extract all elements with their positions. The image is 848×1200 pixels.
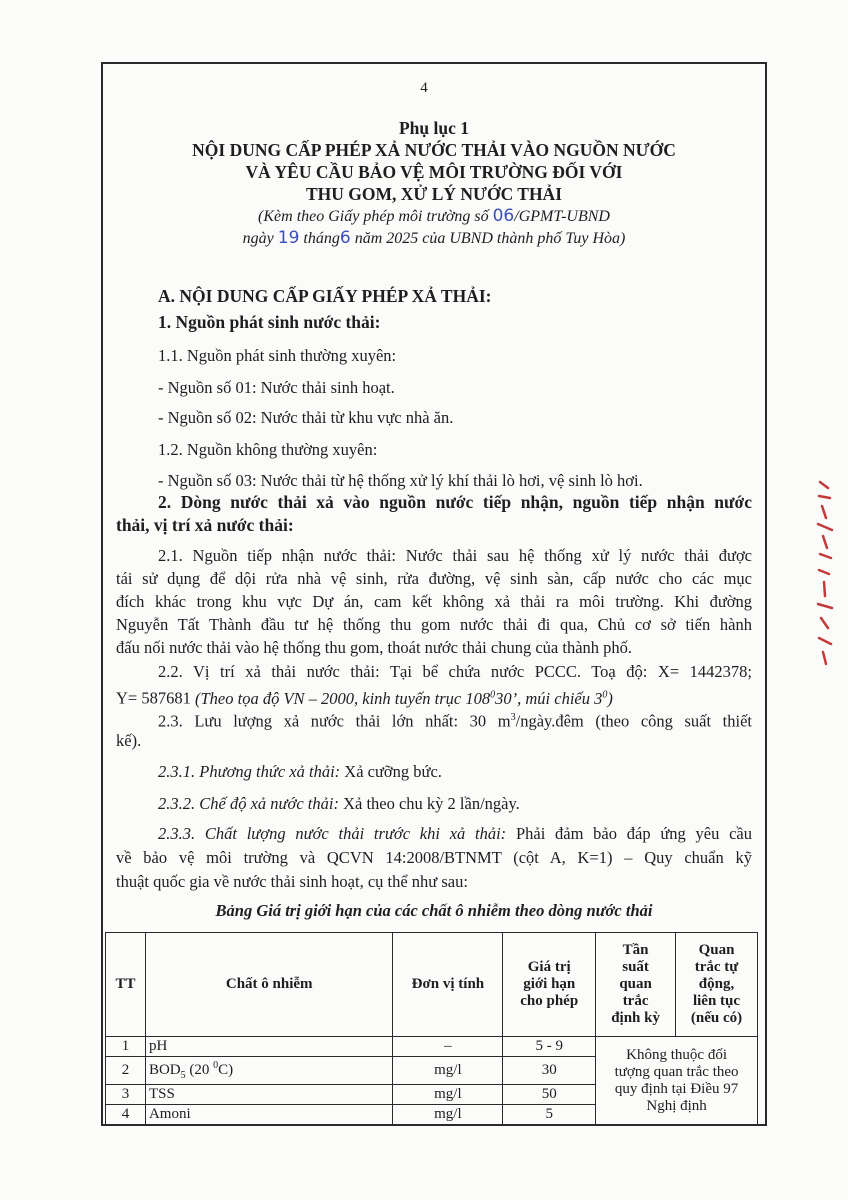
degree-sup-1: 0 [490, 689, 496, 700]
subtitle-permit-code: /GPMT-UBND [514, 208, 610, 225]
appendix-title: Phụ lục 1 [398, 118, 470, 138]
section-1-title: 1. Nguồn phát sinh nước thải: [158, 312, 381, 332]
subtitle-prefix: (Kèm theo Giấy phép môi trường số [258, 208, 489, 225]
header-frequency-l3: quan [619, 976, 652, 992]
row-limit: 5 - 9 [503, 1037, 596, 1057]
discharge-method-label: 2.3.1. Phương thức xả thải: [158, 762, 341, 781]
para-2-3-1 [158, 760, 794, 784]
flow-rate-unit: /ngày.đêm (theo công suất thiết [515, 711, 753, 731]
header-frequency [596, 933, 676, 1037]
quality-value: Phải đảm bảo đáp ứng yêu cầu [506, 824, 752, 843]
monitoring-note-l3: quy định tại Điều 97 [614, 1080, 739, 1097]
row-pollutant: TSS [145, 1085, 393, 1105]
para-2-3-line-2: kế). [116, 731, 142, 750]
table-row [106, 1037, 758, 1057]
row-unit: mg/l [393, 1105, 503, 1125]
row-limit: 30 [503, 1057, 596, 1085]
row-tt: 3 [106, 1085, 146, 1105]
row-tt: 4 [106, 1105, 146, 1125]
doc-subtitle-line-1 [101, 205, 767, 228]
para-2-1-line-2: tái sử dụng để dội rửa nhà vệ sinh, rửa đường, vệ sinh sàn, cấp nước cho các mục [116, 569, 752, 588]
monitoring-note-l4: Nghị định [646, 1097, 707, 1114]
subtitle-month-label: tháng [303, 230, 340, 247]
header-frequency-l5: định kỳ [611, 1010, 660, 1026]
section-a-title: A. NỘI DUNG CẤP GIẤY PHÉP XẢ THẢI: [158, 286, 492, 306]
para-2-3-2 [158, 792, 794, 816]
coordinate-note-c: ) [607, 688, 613, 708]
para-2-3-3-line-2: về bảo vệ môi trường và QCVN 14:2008/BTNMT (cột A, K=1) – Quy chuẩn kỹ [116, 848, 752, 867]
header-limit-l3: cho phép [520, 993, 579, 1009]
row-pollutant [145, 1057, 393, 1085]
para-2-2-line-1: 2.2. Vị trí xả thải nước thải: Tại bể chứa nước PCCC. Toạ độ: X= 1442378; [158, 662, 752, 681]
monitoring-note-cell [596, 1037, 758, 1125]
margin-stamp-mark [814, 478, 838, 668]
bod-celsius: C) [218, 1062, 234, 1078]
header-auto-l3: động, [698, 976, 735, 992]
source-2: - Nguồn số 02: Nước thải từ khu vực nhà ăn. [158, 408, 454, 427]
handwritten-day: 19 [277, 228, 300, 248]
monitoring-note-l2: tượng quan trắc theo [614, 1063, 739, 1080]
handwritten-permit-number: 06 [492, 206, 515, 226]
doc-heading-line-3: THU GOM, XỬ LÝ NƯỚC THẢI [305, 184, 563, 204]
coordinate-note-a: (Theo tọa độ VN – 2000, kinh tuyến trục 108 [194, 688, 491, 708]
page-number: 4 [420, 80, 428, 96]
header-frequency-l2: suất [622, 959, 649, 975]
doc-heading-line-1: NỘI DUNG CẤP PHÉP XẢ NƯỚC THẢI VÀO NGUỒN NƯỚC [192, 140, 676, 160]
coordinate-note-b: 30’, múi chiếu 3 [495, 688, 603, 708]
bod-degree: 0 [213, 1060, 219, 1071]
doc-heading-line-2: VÀ YÊU CẦU BẢO VỆ MÔI TRƯỜNG ĐỐI VỚI [245, 162, 623, 182]
para-2-1-line-1: 2.1. Nguồn tiếp nhận nước thải: Nước thải sau hệ thống xử lý nước thải được [158, 546, 752, 565]
header-frequency-l1: Tần [622, 942, 649, 958]
row-unit: mg/l [393, 1085, 503, 1105]
subsection-1-2: 1.2. Nguồn không thường xuyên: [158, 440, 378, 459]
header-pollutant: Chất ô nhiễm [145, 933, 393, 1037]
section-2-title-line-1: 2. Dòng nước thải xả vào nguồn nước tiếp nhận, nguồn tiếp nhận nước [158, 492, 752, 512]
discharge-mode-value: Xả theo chu kỳ 2 lần/ngày. [338, 794, 520, 813]
header-auto-l4: liên tục [692, 993, 741, 1009]
para-2-1-line-4: Nguyễn Tất Thành đầu tư hệ thống thu gom nước thải đi qua, Chủ cơ sở tiến hành [116, 615, 752, 634]
coordinate-note [195, 689, 613, 708]
source-1: - Nguồn số 01: Nước thải sinh hoạt. [158, 378, 395, 397]
flow-rate-text: 2.3. Lưu lượng xả nước thải lớn nhất: 30 m [158, 711, 511, 731]
row-tt: 1 [106, 1037, 146, 1057]
header-limit-l1: Giá trị [527, 959, 571, 975]
discharge-mode-label: 2.3.2. Chế độ xả nước thải: [158, 794, 339, 813]
header-unit: Đơn vị tính [393, 933, 503, 1037]
header-frequency-l4: trắc [622, 993, 649, 1009]
row-unit: mg/l [393, 1057, 503, 1085]
row-limit: 5 [503, 1105, 596, 1125]
subsection-1-1: 1.1. Nguồn phát sinh thường xuyên: [158, 346, 397, 365]
pollutant-limits-table [105, 932, 758, 1125]
cubic-sup: 3 [510, 712, 516, 723]
degree-sup-2: 0 [602, 689, 608, 700]
header-limit [503, 933, 596, 1037]
header-auto-l1: Quan [698, 942, 735, 958]
section-2-title-line-2: thải, vị trí xả nước thải: [116, 515, 294, 535]
row-pollutant: Amoni [145, 1105, 393, 1125]
para-2-1-line-3: đích khác trong khu vực Dự án, cam kết không xả thải ra môi trường. Khi đường [116, 592, 752, 611]
source-3: - Nguồn số 03: Nước thải từ hệ thống xử lý khí thải lò hơi, vệ sinh lò hơi. [158, 471, 643, 490]
handwritten-month: 6 [339, 228, 351, 248]
header-auto-l5: (nếu có) [690, 1010, 743, 1026]
row-tt: 2 [106, 1057, 146, 1085]
row-pollutant: pH [145, 1037, 393, 1057]
bod-sub: 5 [180, 1070, 186, 1081]
header-auto-l2: trắc tự [694, 959, 739, 975]
subtitle-year-issuer: năm 2025 của UBND thành phố Tuy Hòa) [354, 230, 626, 247]
para-2-3-3-line-3: thuật quốc gia về nước thải sinh hoạt, cụ thể như sau: [116, 872, 468, 891]
header-limit-l2: giới hạn [523, 976, 576, 992]
bod-label: BOD [148, 1062, 181, 1078]
para-2-3-3-line-1 [158, 822, 752, 846]
para-2-1-line-5: đấu nối nước thải vào hệ thống thu gom, thoát nước thải chung của thành phố. [116, 638, 633, 657]
table-header-row [106, 933, 758, 1037]
subtitle-day-label: ngày [242, 230, 274, 247]
discharge-method-value: Xả cưỡng bức. [340, 762, 442, 781]
coordinate-y: Y= 587681 [116, 688, 191, 708]
doc-subtitle-line-2 [101, 227, 767, 250]
row-limit: 50 [503, 1085, 596, 1105]
row-unit: – [393, 1037, 503, 1057]
monitoring-note-l1: Không thuộc đối [626, 1046, 727, 1063]
header-auto-monitoring [676, 933, 758, 1037]
quality-label: 2.3.3. Chất lượng nước thải trước khi xả thải: [158, 824, 507, 843]
table-caption: Bảng Giá trị giới hạn của các chất ô nhiễm theo dòng nước thải [215, 901, 653, 920]
bod-temp: (20 [185, 1062, 214, 1078]
header-tt: TT [106, 933, 146, 1037]
